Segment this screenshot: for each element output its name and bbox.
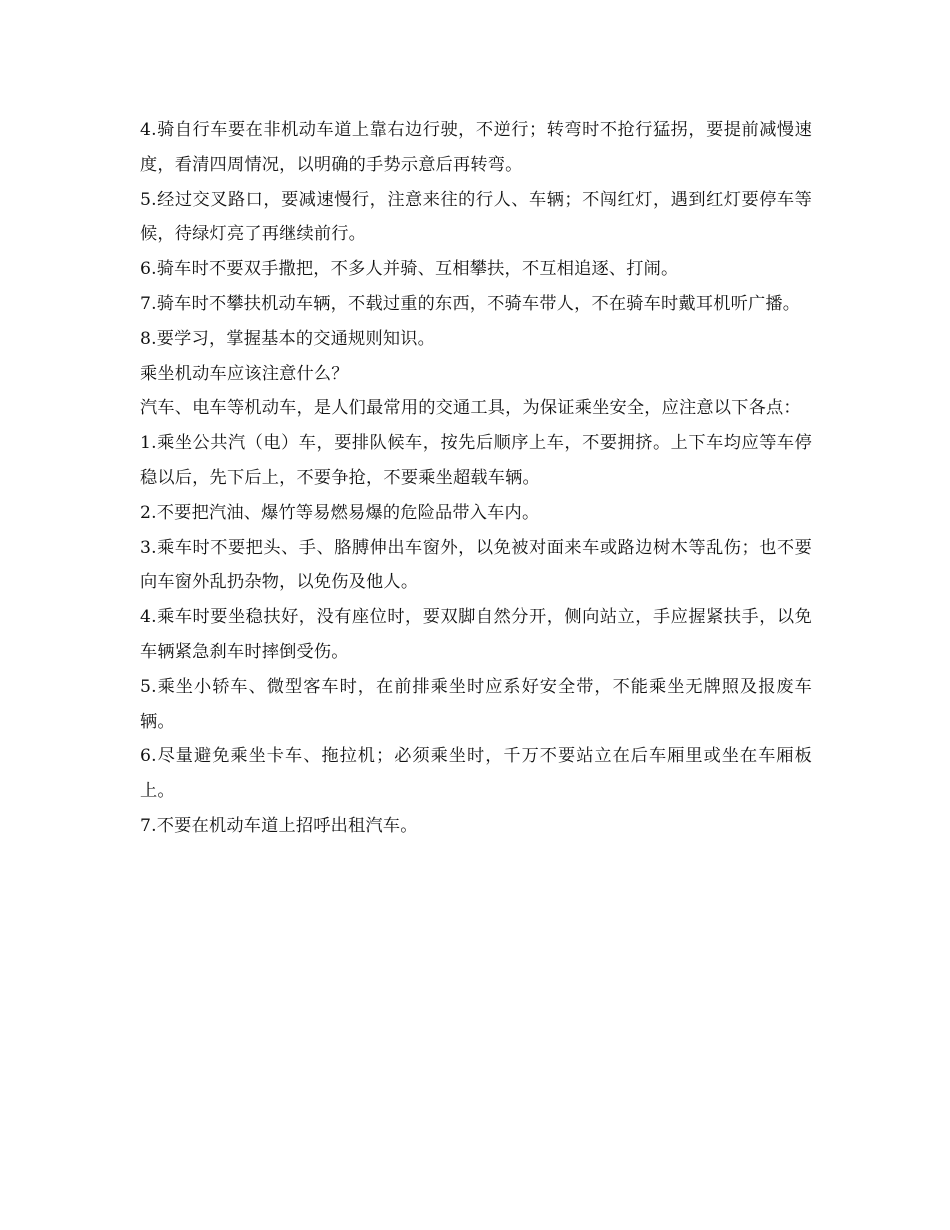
paragraph-vehicle-rule-5: 5.乘坐小轿车、微型客车时，在前排乘坐时应系好安全带，不能乘坐无牌照及报废车辆。 (140, 676, 812, 732)
paragraph-bicycle-rule-5: 5.经过交叉路口，要减速慢行，注意来往的行人、车辆；不闯红灯，遇到红灯要停车等候，待绿灯亮了再继续前行。 (140, 189, 812, 245)
paragraph-vehicle-rule-4: 4.乘车时要坐稳扶好，没有座位时，要双脚自然分开，侧向站立，手应握紧扶手，以免车辆紧急刹车时摔倒受伤。 (140, 607, 812, 662)
paragraph-vehicle-rule-6: 6.尽量避免乘坐卡车、拖拉机；必须乘坐时，千万不要站立在后车厢里或坐在车厢板上。 (140, 746, 812, 802)
paragraph-bicycle-rule-6: 6.骑车时不要双手撒把，不多人并骑、互相攀扶，不互相追逐、打闹。 (140, 259, 679, 280)
document-body (140, 113, 812, 844)
section-heading-motor-vehicle: 乘坐机动车应该注意什么？ (140, 363, 349, 384)
paragraph-vehicle-rule-2: 2.不要把汽油、爆竹等易燃易爆的危险品带入车内。 (140, 502, 540, 523)
paragraph-vehicle-rule-7: 7.不要在机动车道上招呼出租汽车。 (140, 815, 418, 836)
paragraph-vehicle-rule-1: 1.乘坐公共汽（电）车，要排队候车，按先后顺序上车，不要拥挤。上下车均应等车停稳以后，先下后上，不要争抢，不要乘坐超载车辆。 (140, 433, 812, 488)
paragraph-vehicle-rule-3: 3.乘车时不要把头、手、胳膊伸出车窗外，以免被对面来车或路边树木等乱伤；也不要向车窗外乱扔杂物，以免伤及他人。 (140, 537, 812, 593)
paragraph-bicycle-rule-4: 4.骑自行车要在非机动车道上靠右边行驶，不逆行；转弯时不抢行猛拐，要提前减慢速度，看清四周情况，以明确的手势示意后再转弯。 (140, 120, 812, 175)
paragraph-motor-vehicle-intro: 汽车、电车等机动车，是人们最常用的交通工具，为保证乘坐安全，应注意以下各点： (140, 398, 801, 419)
paragraph-bicycle-rule-7: 7.骑车时不攀扶机动车辆，不载过重的东西，不骑车带人，不在骑车时戴耳机听广播。 (140, 293, 801, 314)
paragraph-bicycle-rule-8: 8.要学习，掌握基本的交通规则知识。 (140, 328, 436, 349)
